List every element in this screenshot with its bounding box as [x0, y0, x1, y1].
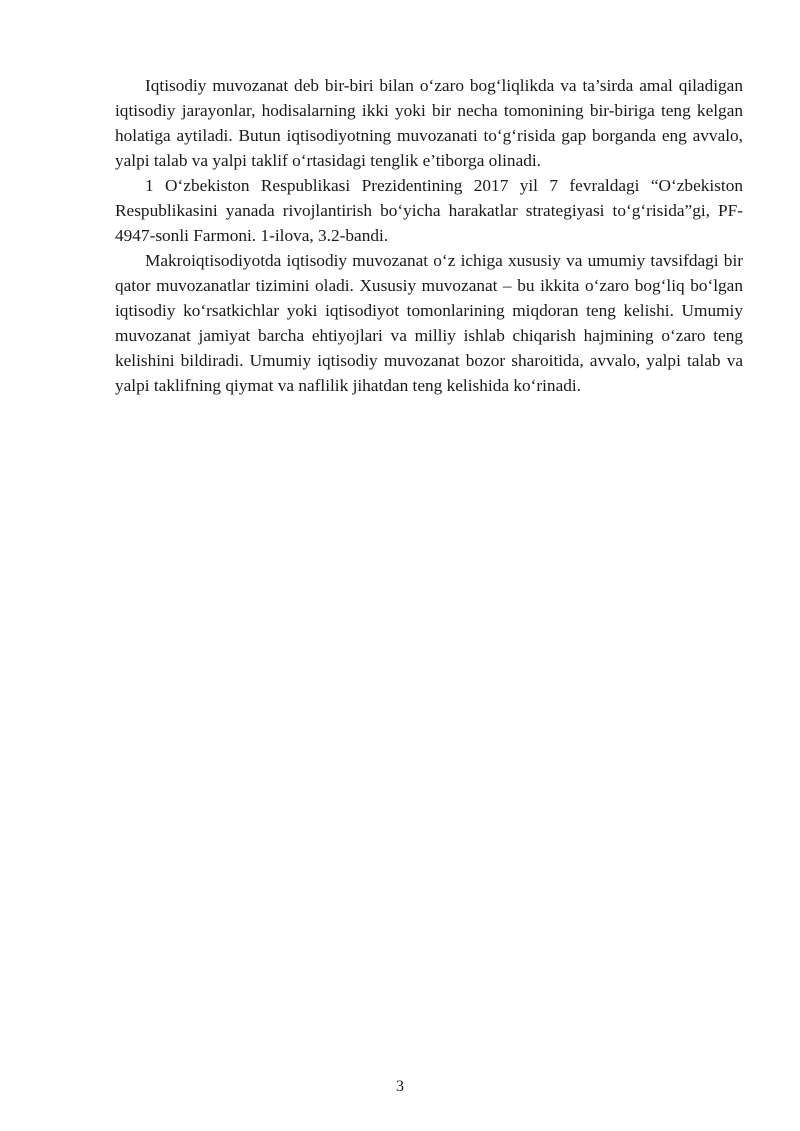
- paragraph-macroeconomic-equilibrium: Makroiqtisodiyotda iqtisodiy muvozanat o‘z ichiga xususiy va umumiy tavsifdagi bir qator muvozanatlar tizimini oladi. Xususiy muvozanat – bu ikkita o‘zaro bog‘liq bo‘lgan iqtisodiy ko‘rsatkichlar yoki iqtisodiyot tomonlarining miqdoran teng kelishi. Umumiy muvozanat jamiyat barcha ehtiyojlari va milliy ishlab chiqarish hajmining o‘zaro teng kelishini bildiradi. Umumiy iqtisodiy muvozanat bozor sharoitida, avvalo, yalpi talab va yalpi taklifning qiymat va naflilik jihatdan teng kelishida ko‘rinadi.: [115, 251, 743, 395]
- paragraph-definition: Iqtisodiy muvozanat deb bir-biri bilan o‘zaro bog‘liqlikda va ta’sirda amal qiladigan iqtisodiy jarayonlar, hodisalarning ikki yoki bir necha tomonining bir-biriga teng kelgan holatiga aytiladi. Butun iqtisodiyotning muvozanati to‘g‘risida gap borganda eng avvalo, yalpi talab va yalpi taklif o‘rtasidagi tenglik e’tiborga olinadi.: [115, 76, 743, 170]
- paragraph-footnote-reference: 1 O‘zbekiston Respublikasi Prezidentining 2017 yil 7 fevraldagi “O‘zbekiston Respublikasini yanada rivojlantirish bo‘yicha harakatlar strategiyasi to‘g‘risida”gi, PF-4947-sonli Farmoni. 1-ilova, 3.2-bandi.: [115, 176, 743, 245]
- page-number: 3: [396, 1078, 404, 1095]
- page-body: [115, 73, 743, 398]
